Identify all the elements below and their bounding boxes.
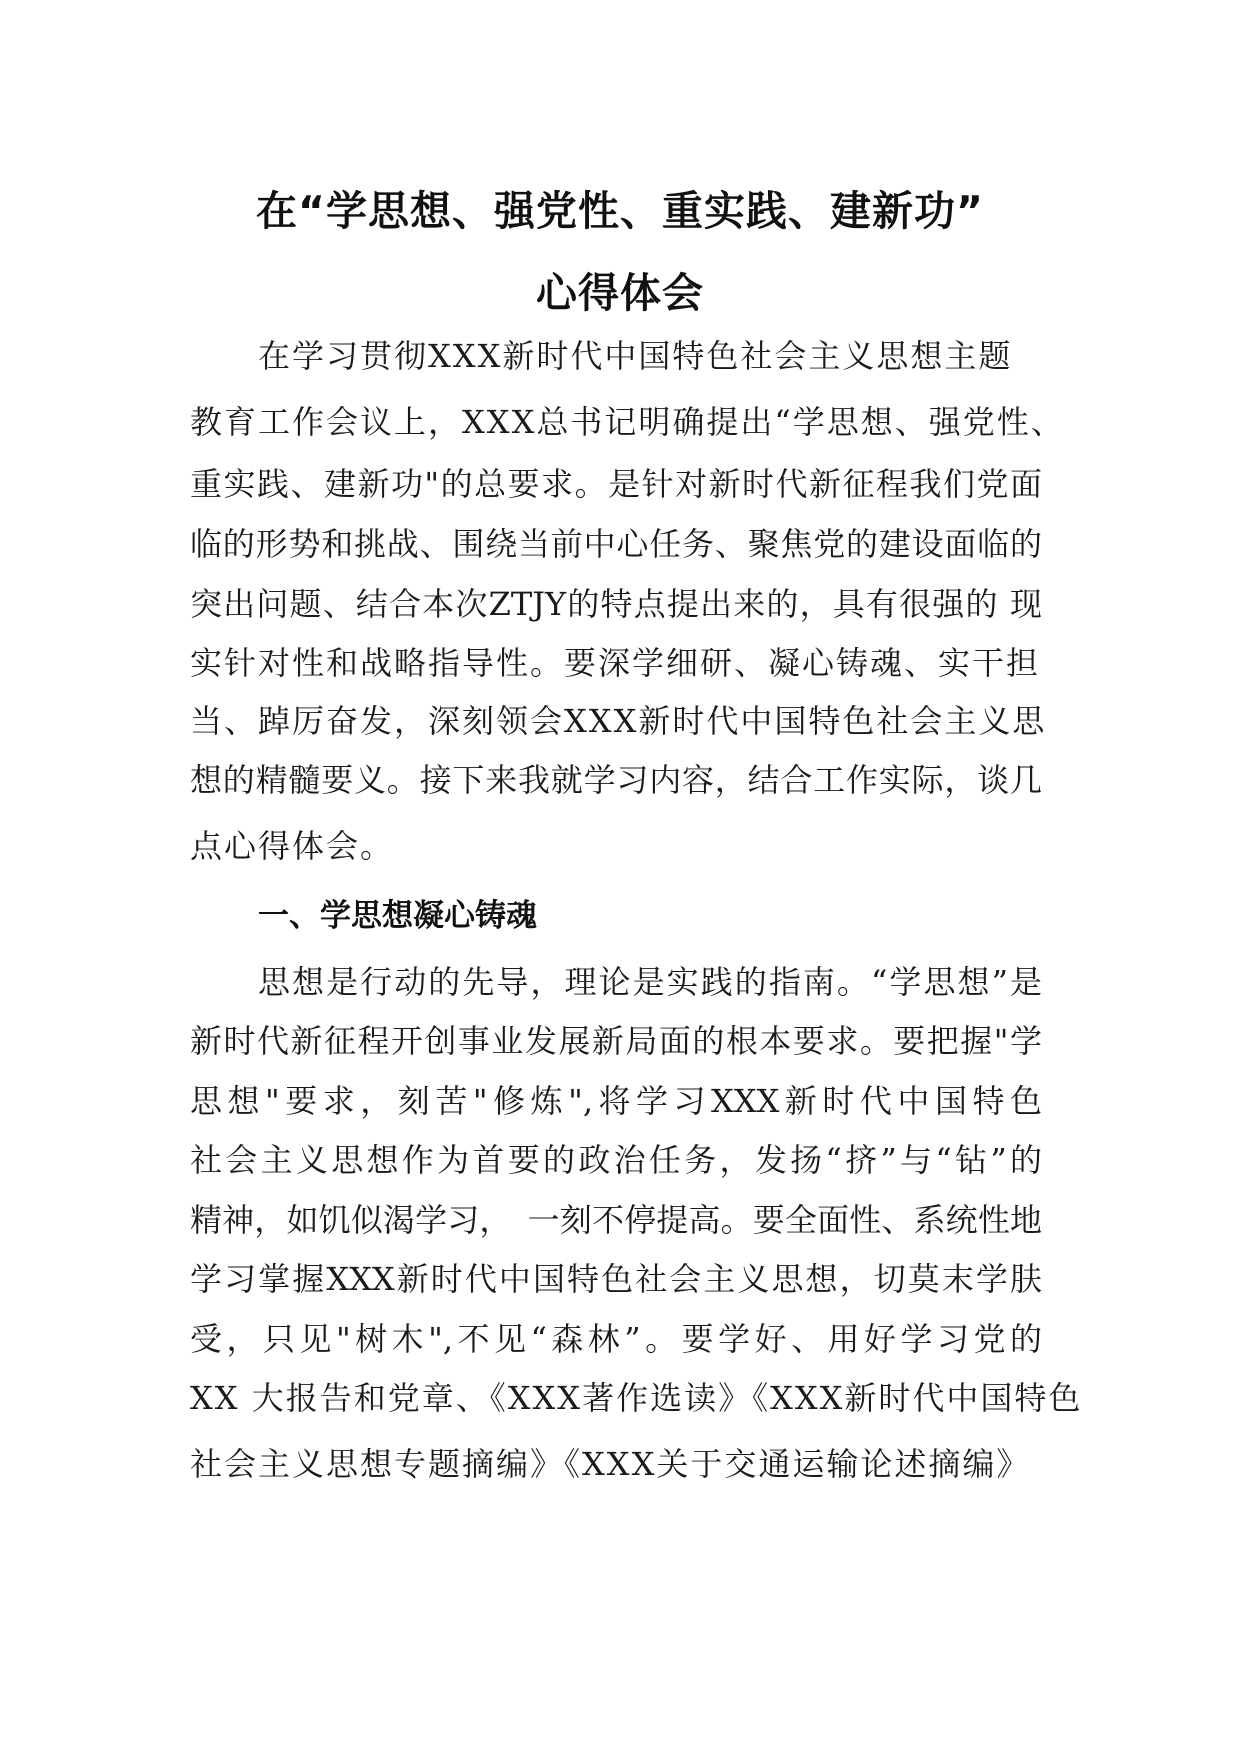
paragraph-line: 临的形势和挑战、围绕当前中心任务、聚焦党的建设面临的: [190, 525, 1042, 563]
paragraph-line: 社会主义思想作为首要的政治任务，发扬“挤”与“钻”的: [190, 1141, 1042, 1179]
paragraph-line: 精神，如饥似渴学习， 一刻不停提高。要全面性、系统性地: [190, 1201, 1042, 1239]
paragraph-line: 点心得体会。: [190, 827, 395, 865]
paragraph-line: 思想是行动的先导，理论是实践的指南。“学思想”是: [258, 963, 1042, 1001]
paragraph-line: 实针对性和战略指导性。要深学细研、凝心铸魂、实干担: [190, 644, 1041, 682]
section-heading: 一、学思想凝心铸魂: [258, 898, 537, 934]
document-subtitle: 心得体会: [536, 269, 704, 317]
paragraph-line: 学习掌握XXX新时代中国特色社会主义思想，切莫末学肤: [190, 1260, 1042, 1298]
paragraph-line: 新时代新征程开创事业发展新局面的根本要求。要把握"学: [190, 1022, 1042, 1060]
paragraph-line: 思想"要求，刻苦"修炼",将学习XXX新时代中国特色: [190, 1082, 1042, 1120]
paragraph-line: 在学习贯彻XXX新时代中国特色社会主义思想主题: [258, 337, 1013, 375]
paragraph-line: XX 大报告和党章、《XXX著作选读》《XXX新时代中国特色: [190, 1379, 1083, 1417]
paragraph-line: 受，只见"树木",不见“森林”。要学好、用好学习党的: [190, 1320, 1042, 1358]
paragraph-line: 社会主义思想专题摘编》《XXX关于交通运输论述摘编》: [190, 1445, 1031, 1483]
paragraph-line: 重实践、建新功"的总要求。是针对新时代新征程我们党面: [190, 465, 1042, 503]
paragraph-line: 当、踔厉奋发，深刻领会XXX新时代中国特色社会主义思: [190, 702, 1047, 740]
paragraph-line: 突出问题、结合本次ZTJY的特点提出来的，具有很强的 现: [190, 585, 1042, 623]
paragraph-line: 教育工作会议上，XXX总书记明确提出“学思想、强党性、: [190, 403, 1065, 441]
paragraph-line: 想的精髓要义。接下来我就学习内容，结合工作实际，谈几: [190, 761, 1042, 799]
document-title: 在“学思想、强党性、重实践、建新功”: [256, 187, 984, 235]
